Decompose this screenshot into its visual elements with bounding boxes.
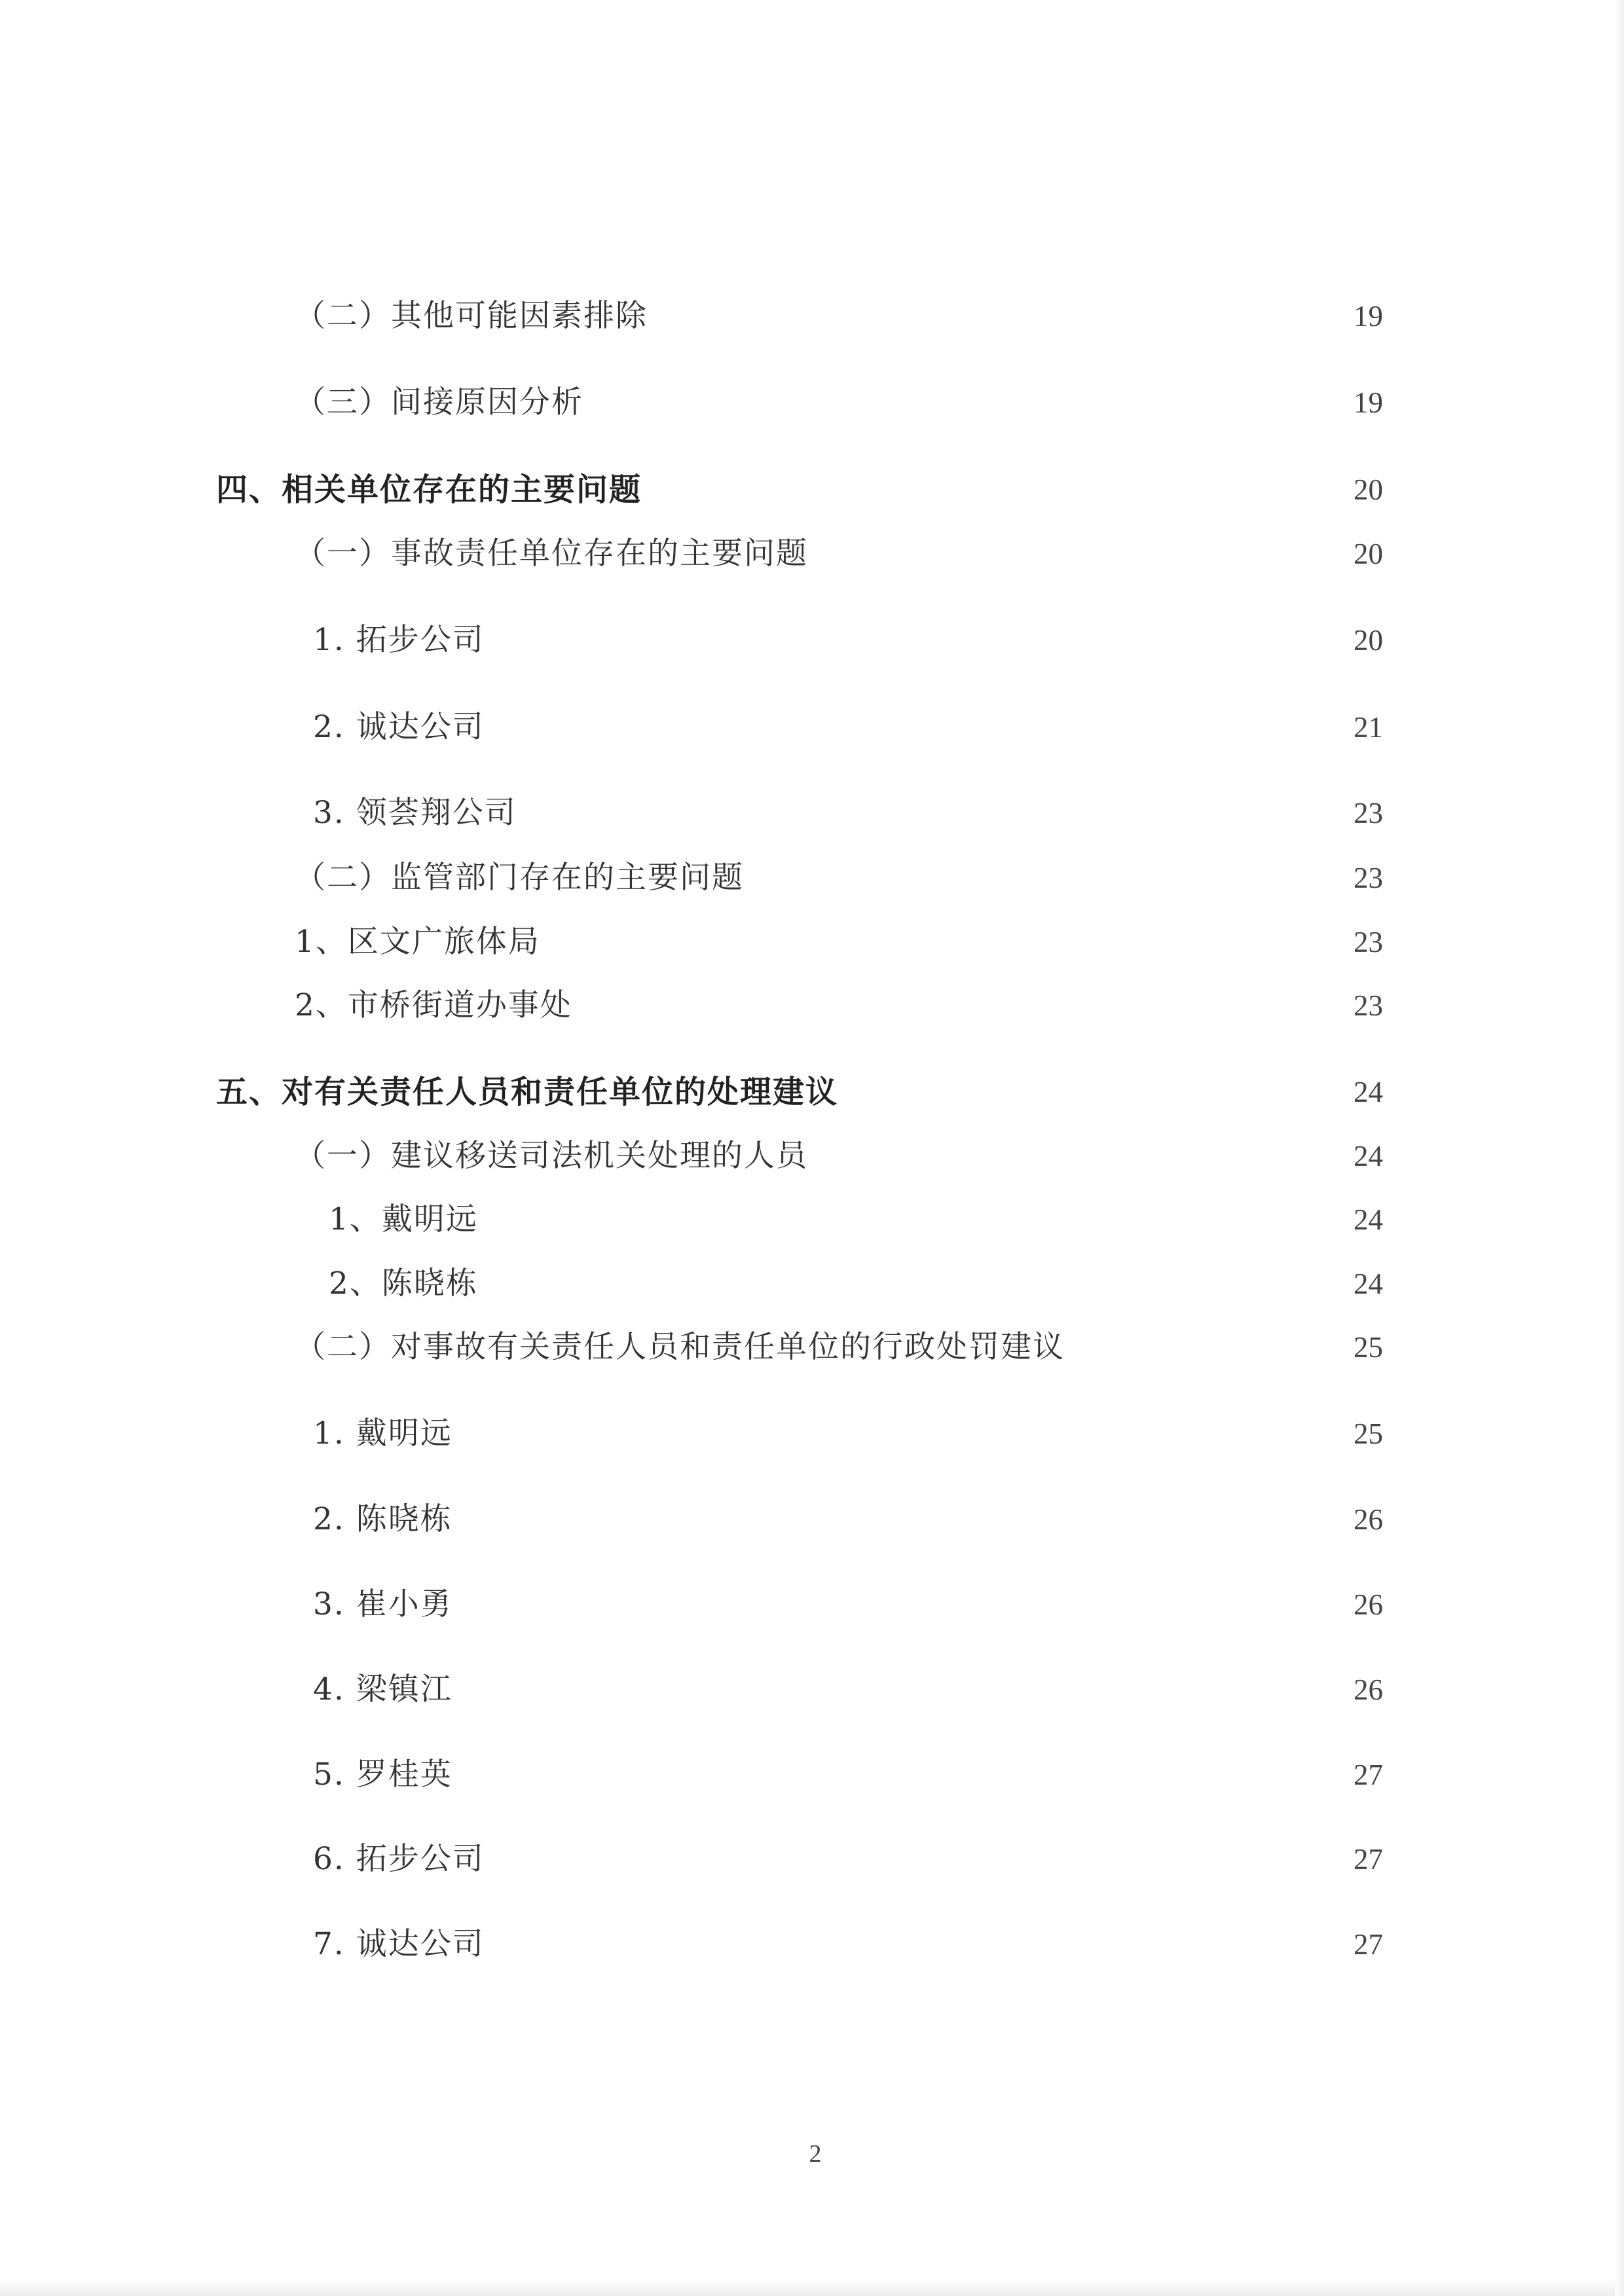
toc-entry-page: 20 <box>1354 624 1383 657</box>
toc-entry <box>0 1321 1624 1374</box>
toc-entry-page: 21 <box>1354 711 1383 744</box>
toc-chapter <box>0 464 1624 516</box>
toc-entry-title: 4. 梁镇江 <box>313 1671 452 1707</box>
toc-entry <box>0 1130 1624 1182</box>
toc-entry-title: 1. 拓步公司 <box>313 622 485 658</box>
toc-entry-title: 2、市桥街道办事处 <box>295 987 572 1023</box>
toc-entry-page: 19 <box>1354 386 1383 419</box>
toc-entry <box>0 1918 1624 1971</box>
toc-entry-title: （二）对事故有关责任人员和责任单位的行政处罚建议 <box>295 1329 1065 1365</box>
toc-entry <box>0 1258 1624 1310</box>
toc-entry <box>0 852 1624 904</box>
toc-entry-title: （一）建议移送司法机关处理的人员 <box>295 1138 808 1174</box>
toc-entry-title: 2. 诚达公司 <box>313 709 485 745</box>
toc-entry-page: 27 <box>1354 1758 1383 1791</box>
toc-entry <box>0 1194 1624 1246</box>
toc-entry-title: 1. 戴明远 <box>313 1415 452 1451</box>
toc-entry <box>0 528 1624 580</box>
toc-entry-title: 1、区文广旅体局 <box>295 924 540 960</box>
toc-entry-page: 26 <box>1354 1673 1383 1706</box>
toc-entry-page: 20 <box>1354 473 1383 506</box>
toc-entry-title: 3. 崔小勇 <box>313 1586 452 1622</box>
toc-entry <box>0 916 1624 968</box>
toc-entry-title: 2. 陈晓栋 <box>313 1501 452 1537</box>
toc-entry-title: （二）其他可能因素排除 <box>295 298 648 334</box>
toc-chapter-title: 五、对有关责任人员和责任单位的处理建议 <box>216 1074 839 1110</box>
toc-entry-page: 24 <box>1354 1203 1383 1236</box>
toc-entry-title: 7. 诚达公司 <box>313 1926 485 1962</box>
toc-entry-page: 24 <box>1354 1267 1383 1300</box>
toc-entry <box>0 1833 1624 1886</box>
toc-entry <box>0 1749 1624 1801</box>
toc-entry <box>0 1578 1624 1631</box>
toc-entry-page: 23 <box>1354 989 1383 1022</box>
toc-entry-page: 24 <box>1354 1076 1383 1108</box>
toc-entry-page: 27 <box>1354 1928 1383 1961</box>
toc-entry <box>0 376 1624 429</box>
toc-entry-page: 23 <box>1354 926 1383 958</box>
toc-entry <box>0 787 1624 839</box>
toc-entry-title: 6. 拓步公司 <box>313 1841 485 1877</box>
toc-entry <box>0 701 1624 754</box>
toc-entry-page: 23 <box>1354 797 1383 829</box>
toc-chapter <box>0 1066 1624 1118</box>
toc-entry-page: 25 <box>1354 1417 1383 1450</box>
toc-entry-title: 1、戴明远 <box>329 1201 478 1237</box>
scan-shadow-bottom <box>0 2279 1624 2296</box>
toc-entry-title: 2、陈晓栋 <box>329 1266 478 1302</box>
toc-entry-title: （三）间接原因分析 <box>295 384 583 420</box>
toc-entry-page: 24 <box>1354 1140 1383 1173</box>
toc-entry-title: （一）事故责任单位存在的主要问题 <box>295 536 808 572</box>
toc-entry <box>0 1664 1624 1716</box>
toc-entry-page: 27 <box>1354 1843 1383 1876</box>
toc-entry <box>0 1493 1624 1546</box>
toc-entry-title: 5. 罗桂英 <box>313 1757 452 1793</box>
toc-entry-page: 19 <box>1354 300 1383 333</box>
toc-chapter-title: 四、相关单位存在的主要问题 <box>216 471 642 508</box>
toc-entry <box>0 290 1624 342</box>
toc-entry <box>0 614 1624 666</box>
toc-entry <box>0 979 1624 1032</box>
toc-entry-page: 23 <box>1354 862 1383 894</box>
toc-entry-page: 25 <box>1354 1331 1383 1364</box>
scan-shadow-right <box>1615 0 1624 2296</box>
toc-entry-title: 3. 领荟翔公司 <box>313 795 517 831</box>
toc-entry-page: 26 <box>1354 1588 1383 1621</box>
toc-entry-title: （二）监管部门存在的主要问题 <box>295 860 744 896</box>
toc-entry <box>0 1408 1624 1460</box>
toc-entry-page: 26 <box>1354 1503 1383 1536</box>
toc-entry-page: 20 <box>1354 538 1383 570</box>
page-number: 2 <box>809 2140 822 2168</box>
